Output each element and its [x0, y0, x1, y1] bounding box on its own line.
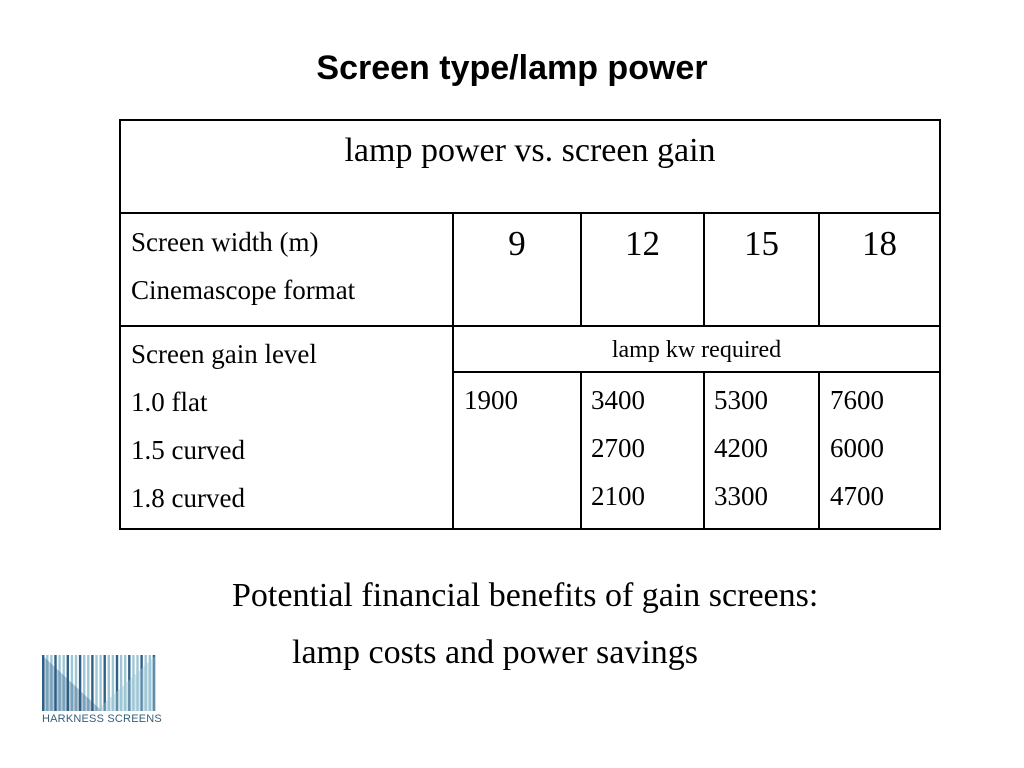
lamp-value: 4200 [714, 433, 768, 463]
logo-stripe [99, 655, 101, 711]
gain-label-heading: Screen gain level [131, 339, 317, 369]
lamp-values-col-9 [464, 376, 574, 424]
table-divider-col-2b [580, 371, 582, 530]
table-divider-col-3b [703, 371, 705, 530]
table-border-right [939, 119, 941, 530]
table-divider-lamp-header [452, 371, 941, 373]
table-caption: lamp power vs. screen gain [344, 132, 716, 169]
lamp-values-col-18 [830, 376, 935, 520]
width-label [131, 218, 449, 314]
lamp-value: 2700 [591, 433, 645, 463]
lamp-value: 7600 [830, 385, 884, 415]
width-label-line1: Screen width (m) [131, 227, 319, 257]
width-label-line2: Cinemascope format [131, 275, 356, 305]
lamp-value: 4700 [830, 481, 884, 511]
lamp-value: 2100 [591, 481, 645, 511]
lamp-values-col-12 [591, 376, 699, 520]
width-value-12: 12 [625, 224, 660, 263]
lamp-value: 1900 [464, 385, 518, 415]
gain-level-1: 1.0 flat [131, 387, 208, 417]
lamp-value: 3400 [591, 385, 645, 415]
lamp-value: 5300 [714, 385, 768, 415]
gain-level-3: 1.8 curved [131, 483, 245, 513]
table-border-top [119, 119, 941, 121]
table-divider-widths [119, 325, 941, 327]
footer-line-2: lamp costs and power savings [292, 634, 699, 671]
lamp-kw-header: lamp kw required [611, 337, 782, 363]
table-border-left [119, 119, 121, 530]
width-value-9: 9 [508, 224, 526, 263]
table-divider-col-4b [818, 371, 820, 530]
lamp-value: 6000 [830, 433, 884, 463]
harkness-logo-icon [42, 655, 156, 711]
footer-line-1: Potential financial benefits of gain screens: [232, 577, 819, 614]
gain-label [131, 330, 449, 522]
lamp-values-col-15 [714, 376, 814, 520]
lamp-value: 3300 [714, 481, 768, 511]
logo-wordmark: HARKNESS SCREENS [42, 713, 162, 725]
slide-title: Screen type/lamp power [316, 49, 708, 87]
width-value-18: 18 [862, 224, 897, 263]
logo-stripe [95, 655, 97, 711]
width-value-15: 15 [744, 224, 779, 263]
gain-level-2: 1.5 curved [131, 435, 245, 465]
